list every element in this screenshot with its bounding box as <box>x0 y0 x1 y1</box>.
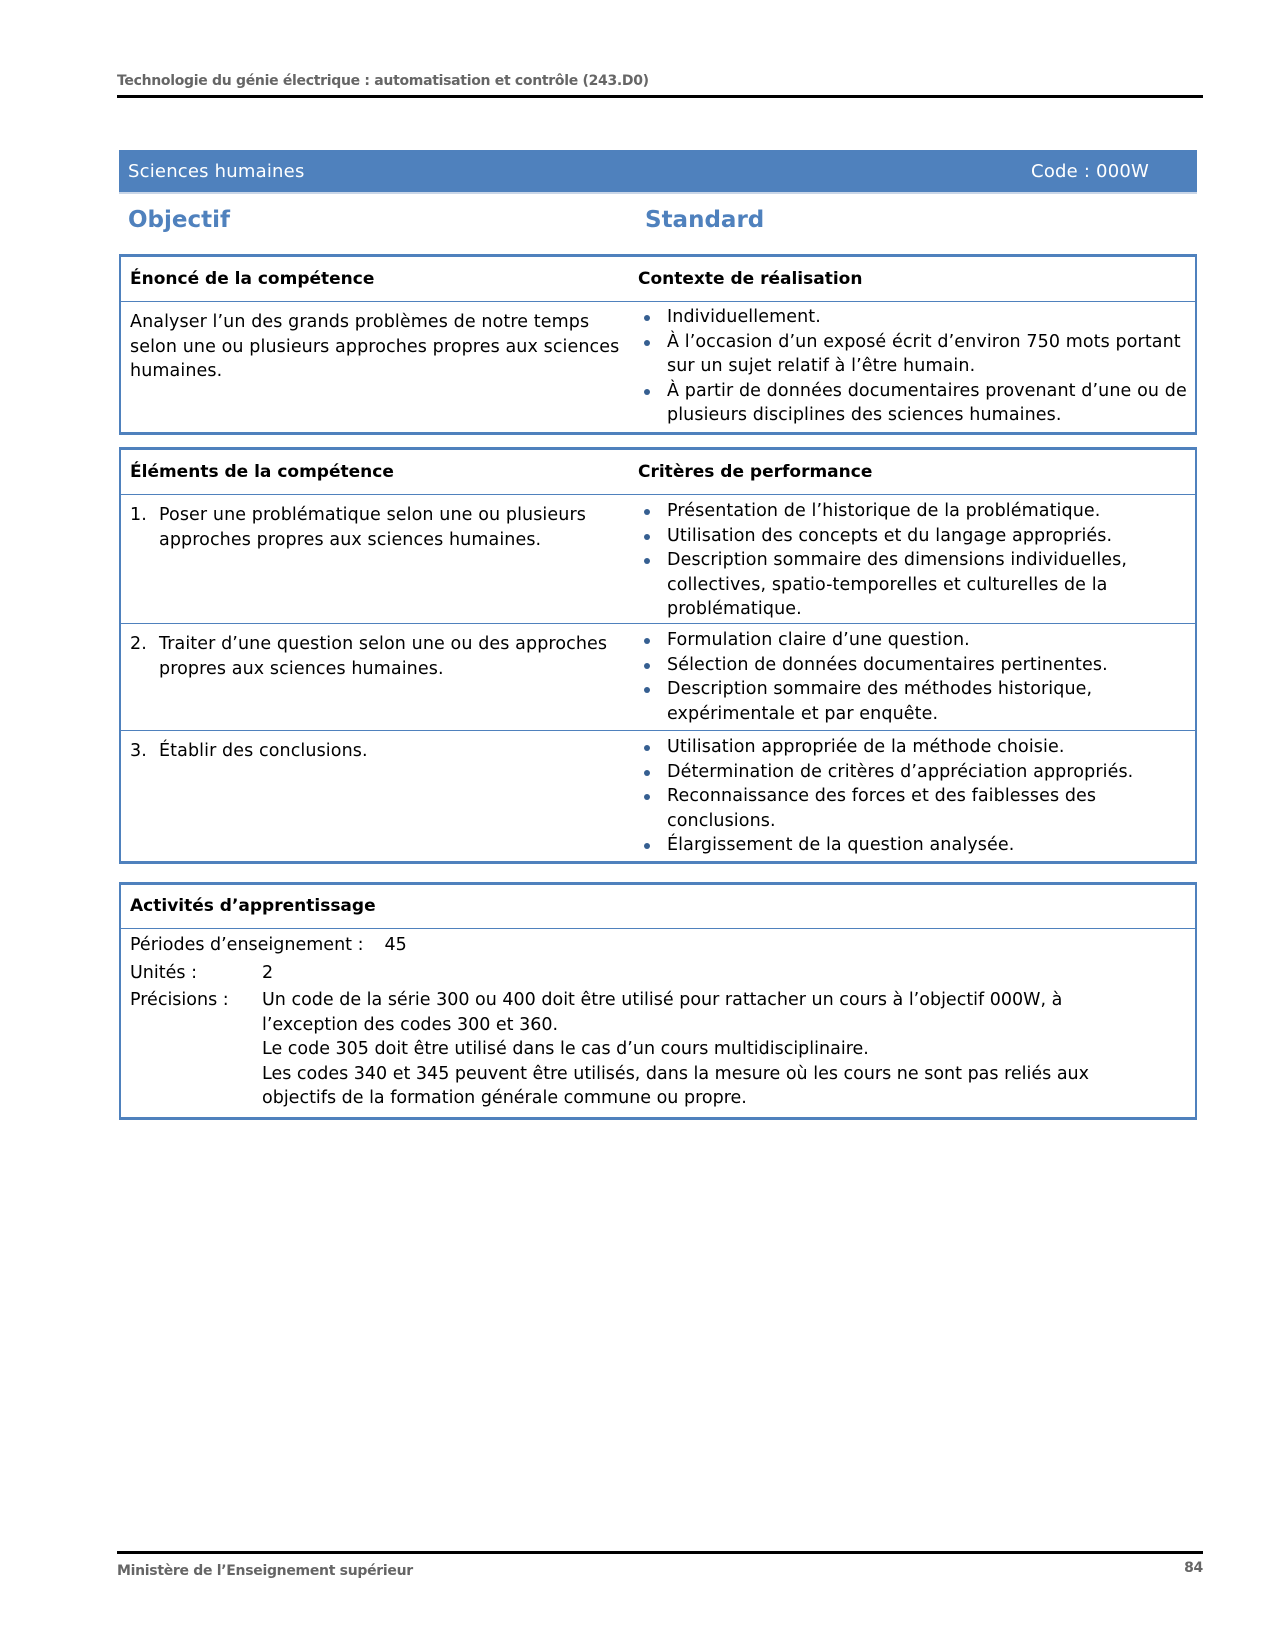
context-list <box>638 305 1195 428</box>
competence-table <box>119 254 1197 435</box>
program-title: Technologie du génie électrique : automatisation et contrôle (243.D0) <box>117 73 649 89</box>
periods-row <box>130 933 1186 958</box>
course-banner <box>119 150 1197 192</box>
periods-value: 45 <box>384 935 407 955</box>
page-footer <box>117 1551 1203 1579</box>
criterion-item: Sélection de données documentaires pertinentes. <box>638 653 1195 678</box>
precisions-label: Précisions : <box>130 990 229 1010</box>
element-item <box>130 503 638 552</box>
context-item: À partir de données documentaires provenant d’une ou de plusieurs disciplines des sciences humaines. <box>638 379 1195 428</box>
precision-line: Les codes 340 et 345 peuvent être utilisés, dans la mesure où les cours ne sont pas reliés aux objectifs de la formation générale commune ou propre. <box>262 1063 1090 1108</box>
criterion-item: Détermination de critères d’appréciation appropriés. <box>638 760 1195 785</box>
element-row <box>121 494 1195 623</box>
element-number: 2. <box>130 634 147 654</box>
element-text: Traiter d’une question selon une ou des approches propres aux sciences humaines. <box>159 634 608 679</box>
element-row <box>121 623 1195 730</box>
criterion-item: Utilisation des concepts et du langage appropriés. <box>638 524 1195 549</box>
course-code: Code : 000W <box>1031 161 1149 182</box>
activities-header: Activités d’apprentissage <box>130 896 376 916</box>
standard-heading: Standard <box>645 207 765 233</box>
elements-table <box>119 447 1197 864</box>
periods-label: Périodes d’enseignement : <box>130 935 364 955</box>
elements-table-header <box>121 450 1195 494</box>
element-row <box>121 730 1195 861</box>
competence-table-row <box>121 301 1195 432</box>
criterion-item: Formulation claire d’une question. <box>638 628 1195 653</box>
page-header <box>117 70 1203 98</box>
section-headings <box>119 207 1197 241</box>
criteria-list <box>638 735 1195 858</box>
course-title: Sciences humaines <box>128 161 305 182</box>
context-item: Individuellement. <box>638 305 1195 330</box>
element-item <box>130 632 638 681</box>
competence-table-header <box>121 257 1195 301</box>
criterion-item: Présentation de l’historique de la problématique. <box>638 499 1195 524</box>
publisher: Ministère de l’Enseignement supérieur <box>117 1563 413 1579</box>
units-row <box>130 961 1186 986</box>
element-text: Établir des conclusions. <box>159 741 368 761</box>
objectif-heading: Objectif <box>128 207 231 233</box>
element-text: Poser une problématique selon une ou plusieurs approches propres aux sciences humaines. <box>159 505 586 550</box>
activities-table <box>119 882 1197 1120</box>
criteria-list <box>638 499 1195 622</box>
units-value: 2 <box>262 962 274 983</box>
criterion-item: Description sommaire des dimensions individuelles, collectives, spatio-temporelles et culturelles de la problématique. <box>638 548 1195 622</box>
criterion-item: Description sommaire des méthodes historique, expérimentale et par enquête. <box>638 677 1195 726</box>
element-item <box>130 739 638 764</box>
criterion-item: Élargissement de la question analysée. <box>638 833 1195 858</box>
competence-statement: Analyser l’un des grands problèmes de notre temps selon une ou plusieurs approches propres aux sciences humaines. <box>130 312 620 381</box>
element-number: 3. <box>130 741 147 761</box>
precisions-row <box>130 988 1186 1111</box>
criterion-item: Utilisation appropriée de la méthode choisie. <box>638 735 1195 760</box>
criteres-header: Critères de performance <box>638 462 873 482</box>
criteria-list <box>638 628 1195 726</box>
elements-header: Éléments de la compétence <box>130 462 394 482</box>
page-number: 84 <box>1184 1560 1203 1576</box>
element-number: 1. <box>130 505 147 525</box>
contexte-header: Contexte de réalisation <box>638 269 863 289</box>
context-item: À l’occasion d’un exposé écrit d’environ 750 mots portant sur un sujet relatif à l’être humain. <box>638 330 1195 379</box>
precision-line: Le code 305 doit être utilisé dans le cas d’un cours multidisciplinaire. <box>262 1039 869 1059</box>
activities-header-row <box>121 885 1195 928</box>
criterion-item: Reconnaissance des forces et des faiblesses des conclusions. <box>638 784 1195 833</box>
enonce-header: Énoncé de la compétence <box>130 269 375 289</box>
activities-body <box>121 928 1195 1117</box>
units-label: Unités : <box>130 962 197 983</box>
precision-line: Un code de la série 300 ou 400 doit être utilisé pour rattacher un cours à l’objectif 000W, à l’exception des codes 300 et 360. <box>262 990 1063 1035</box>
